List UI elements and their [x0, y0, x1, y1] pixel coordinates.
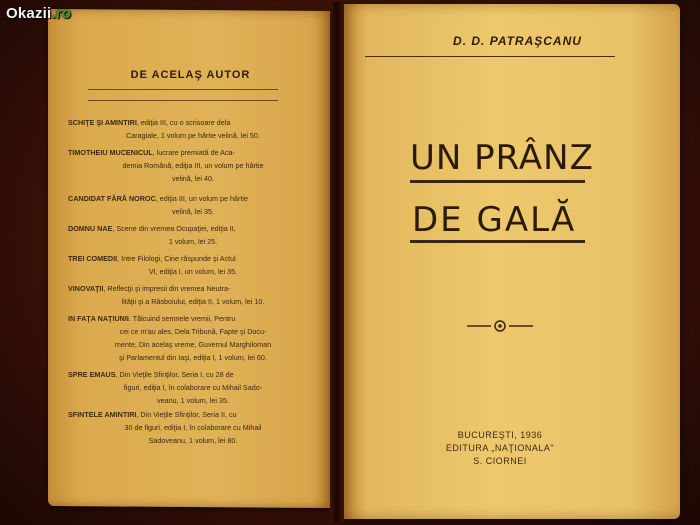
book-gutter: [330, 2, 344, 522]
book-details: 30 de figuri, ediţia I, în colaborare cu Mihail: [124, 423, 262, 432]
book-details: şi Parlamentul din Iaşi, ediţia I, 1 volum, lei 60.: [119, 353, 267, 362]
book-details: , Intre Filologi, Cine răspunde şi Actul: [117, 254, 236, 263]
ornament-icon: [465, 318, 535, 334]
watermark-suffix: .ro: [51, 5, 72, 22]
right-page: [340, 4, 680, 519]
book-details: , Din Vieţile Sfinţilor, Seria I, cu 28 de: [115, 370, 234, 379]
book-details: , lucrare premiată de Aca-: [152, 148, 235, 157]
book-details: , Reflecţii şi impresii din vremea Neutra-: [103, 284, 231, 293]
book-title: IN FAŢA NAŢIUNII: [68, 314, 129, 323]
imprint-printer: S. CIORNEI: [473, 456, 527, 466]
list-item: [68, 408, 318, 447]
list-item: [68, 116, 318, 142]
list-item: [68, 192, 318, 218]
book-details: . Tălcuind semnele vremii, Pentru: [128, 314, 236, 323]
list-item: [68, 146, 318, 185]
author-name: D. D. PATRAŞCANU: [453, 34, 582, 48]
list-item: [68, 252, 318, 278]
book-details: cei ce m'au ales, Dela Tribună, Fapte şi Docu-: [119, 327, 267, 336]
book-title: TIMOTHEIU MUCENICUL: [68, 148, 153, 157]
author-rule: [365, 56, 615, 57]
heading-rule-top: [88, 89, 278, 90]
book-title: TREI COMEDII: [68, 254, 118, 263]
watermark: [6, 5, 71, 22]
book-title: CANDIDAT FĂRĂ NOROC: [68, 194, 156, 203]
list-item: [68, 282, 318, 308]
book-details: figuri, ediţia I, în colaborare cu Mihail Sado-: [123, 383, 263, 392]
list-item: [68, 368, 318, 407]
book-details: , Scene din vremea Ocupaţiei, ediţia II,: [112, 224, 236, 233]
list-item: [68, 312, 318, 364]
book-details: VI, ediţia I, un volum, lei 35.: [148, 267, 238, 276]
book-details: lităţii şi a Răsboiului, ediţia II, 1 volum, lei 10.: [121, 297, 265, 306]
book-details: velină, lei 35.: [172, 207, 214, 216]
imprint-city-year: BUCUREŞTI, 1936: [457, 430, 543, 440]
left-page-heading: DE ACELAŞ AUTOR: [130, 69, 251, 81]
title-rule-1: [410, 180, 585, 183]
imprint-publisher: EDITURA „NAŢIONALA": [445, 443, 555, 453]
book-details: , ediţia III, un volum pe hârtie: [155, 194, 249, 203]
book-details: 1 volum, lei 25.: [168, 237, 218, 246]
book-details: Caragiale, 1 volum pe hârtie velină, lei 50.: [126, 131, 260, 140]
title-rule-2: [410, 240, 585, 243]
book-details: velină, lei 40.: [172, 174, 214, 183]
watermark-prefix: Okazii: [6, 5, 52, 22]
heading-rule-bottom: [88, 100, 278, 101]
book-details: demia Română, ediţia III, un volum pe hârtie: [122, 161, 264, 170]
book-details: , Din Vieţile Sfinţilor, Seria II, cu: [136, 410, 237, 419]
book-title: VINOVAŢII: [68, 284, 104, 293]
book-title: SCHIŢE ŞI AMINTIRI: [68, 118, 137, 127]
book-title: SPRE EMAUS: [68, 370, 116, 379]
book-details: mente, Din acelaş vreme, Guvernul Marghiloman: [114, 340, 272, 349]
book-details: veanu, 1 volum, lei 35.: [157, 396, 229, 405]
book-details: Sadoveanu, 1 volum, lei 80.: [148, 436, 238, 445]
book-title-line-1: UN PRÂNZ: [410, 138, 594, 178]
list-item: [68, 222, 318, 248]
book-details: , ediţia III, cu o scrisoare dela: [136, 118, 231, 127]
book-title: SFINTELE AMINTIRI: [68, 410, 137, 419]
book-title: DOMNU NAE: [68, 224, 113, 233]
book-title-line-2: DE GALĂ: [412, 200, 577, 240]
